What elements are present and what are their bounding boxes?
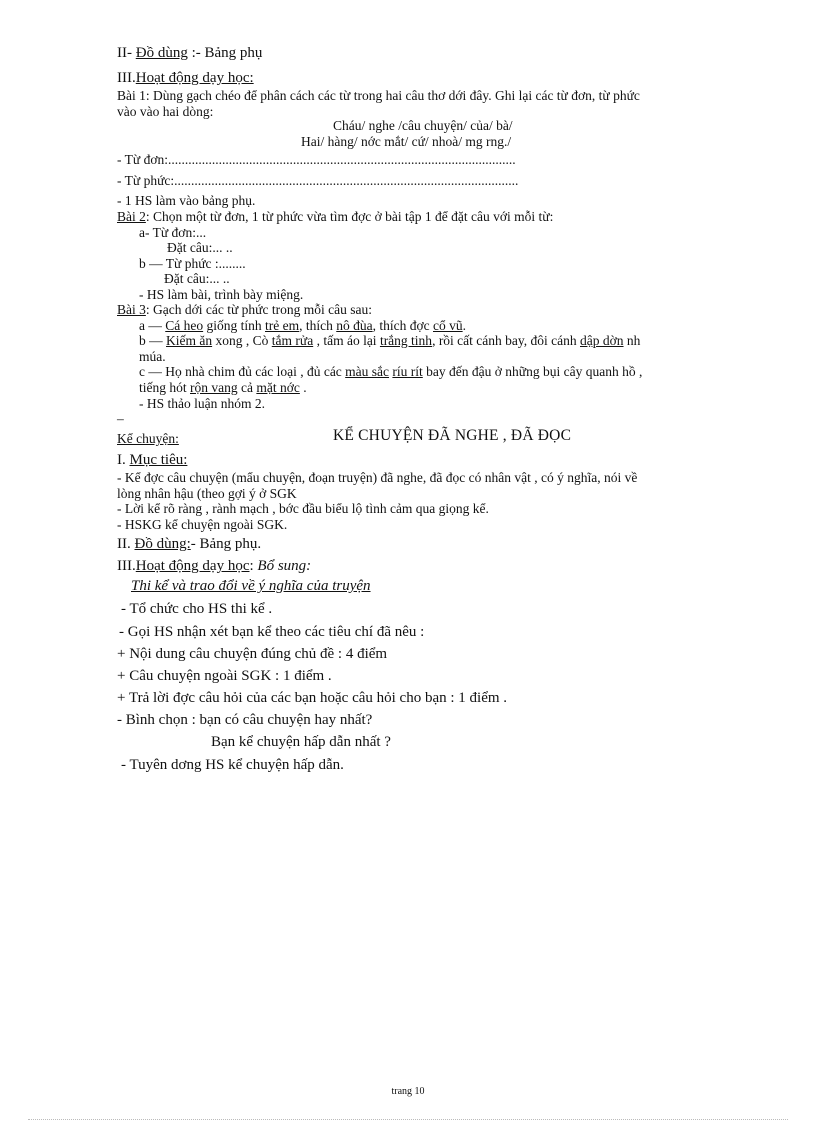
section-heading-activities: III.Hoạt động dạy học: Bổ sung: — [117, 558, 312, 574]
exercise-3-b: b — Kiếm ăn xong , Cò tắm rửa , tấm áo lại trắng tinh, rồi cất cánh bay, đôi cánh dập dờn nh — [139, 333, 641, 348]
page-number: trang 10 — [391, 1086, 425, 1097]
exercise-3-a: a — Cá heo giống tính trẻ em, thích nô đùa, thích đợc cổ vũ. — [139, 318, 466, 333]
criteria-line: + Trả lời đợc câu hỏi của các bạn hoặc câu hỏi cho bạn : 1 điểm . — [117, 690, 508, 706]
answer-line-compound-words: - Từ phức:...................................................................................................... — [117, 173, 519, 188]
exercise-2-b-sentence: Đặt câu:... .. — [164, 271, 230, 286]
footer-divider — [28, 1119, 788, 1120]
activity-step-cont: Bạn kể chuyện hấp dẫn nhất ? — [211, 734, 391, 750]
poem-line-1: Cháu/ nghe /câu chuyện/ của/ bà/ — [333, 118, 513, 133]
exercise-1-text-cont: vào vào hai dòng: — [117, 104, 214, 119]
poem-line-2: Hai/ hàng/ nớc mắt/ cứ/ nhoà/ mg rng./ — [301, 134, 512, 149]
criteria-line: + Nội dung câu chuyện đúng chủ đề : 4 điểm — [117, 646, 388, 662]
answer-line-simple-words: - Từ đơn:....................................................................................................... — [117, 152, 516, 167]
exercise-2-a-sentence: Đặt câu:... .. — [167, 240, 233, 255]
section-heading-materials: II- Đồ dùng :- Bảng phụ — [117, 45, 263, 61]
objective-line: - Kể đợc câu chuyện (mẩu chuyện, đoạn truyện) đã nghe, đã đọc có nhân vật , có ý nghĩa, nói về — [117, 470, 638, 485]
section-heading-objectives: I. Mục tiêu: — [117, 452, 188, 468]
exercise-3-c: c — Họ nhà chim đủ các loại , đủ các màu sắc ríu rít bay đến đậu ở những bụi cây quanh hồ , — [139, 364, 643, 379]
exercise-3-text: Bài 3: Gạch dới các từ phức trong mỗi câu sau: — [117, 302, 372, 317]
objective-line: - Lời kể rõ ràng , rành mạch , bớc đầu biểu lộ tình cảm qua giọng kể. — [117, 501, 489, 516]
activity-step: - Tổ chức cho HS thi kể . — [121, 601, 273, 617]
activity-step: - Gọi HS nhận xét bạn kể theo các tiêu chí đã nêu : — [119, 624, 425, 640]
note-line: - HS thảo luận nhóm 2. — [139, 396, 265, 411]
dash: – — [117, 411, 124, 426]
section-heading-activities: III.Hoạt động dạy học: — [117, 70, 254, 86]
activity-title: Thi kể và trao đổi về ý nghĩa của truyện — [131, 578, 371, 594]
exercise-3-c-cont: tiếng hót rộn vang cả mặt nớc . — [139, 380, 307, 395]
exercise-2-b: b — Từ phức :........ — [139, 256, 246, 271]
subject-heading: Kể chuyện: — [117, 431, 179, 446]
exercise-3-b-cont: múa. — [139, 349, 166, 364]
exercise-2-text: Bài 2: Chọn một từ đơn, 1 từ phức vừa tìm đợc ở bài tập 1 để đặt câu với mỗi từ: — [117, 209, 554, 224]
activity-step: - Bình chọn : bạn có câu chuyện hay nhất? — [117, 712, 373, 728]
note-line: - 1 HS làm vào bảng phụ. — [117, 193, 256, 208]
note-line: - HS làm bài, trình bày miệng. — [139, 287, 304, 302]
criteria-line: + Câu chuyện ngoài SGK : 1 điểm . — [117, 668, 332, 684]
section-heading-materials: II. Đồ dùng:- Bảng phụ. — [117, 536, 262, 552]
exercise-1-text: Bài 1: Dùng gạch chéo để phân cách các từ trong hai câu thơ dới đây. Ghi lại các từ đơn, từ phức — [117, 88, 640, 103]
activity-step: - Tuyên dơng HS kể chuyện hấp dẫn. — [121, 757, 344, 773]
objective-line: - HSKG kể chuyện ngoài SGK. — [117, 517, 288, 532]
exercise-2-a: a- Từ đơn:... — [139, 225, 207, 240]
objective-line-cont: lòng nhân hậu (theo gợi ý ở SGK — [117, 486, 297, 501]
lesson-title: KỂ CHUYỆN ĐÃ NGHE , ĐÃ ĐỌC — [333, 427, 572, 444]
